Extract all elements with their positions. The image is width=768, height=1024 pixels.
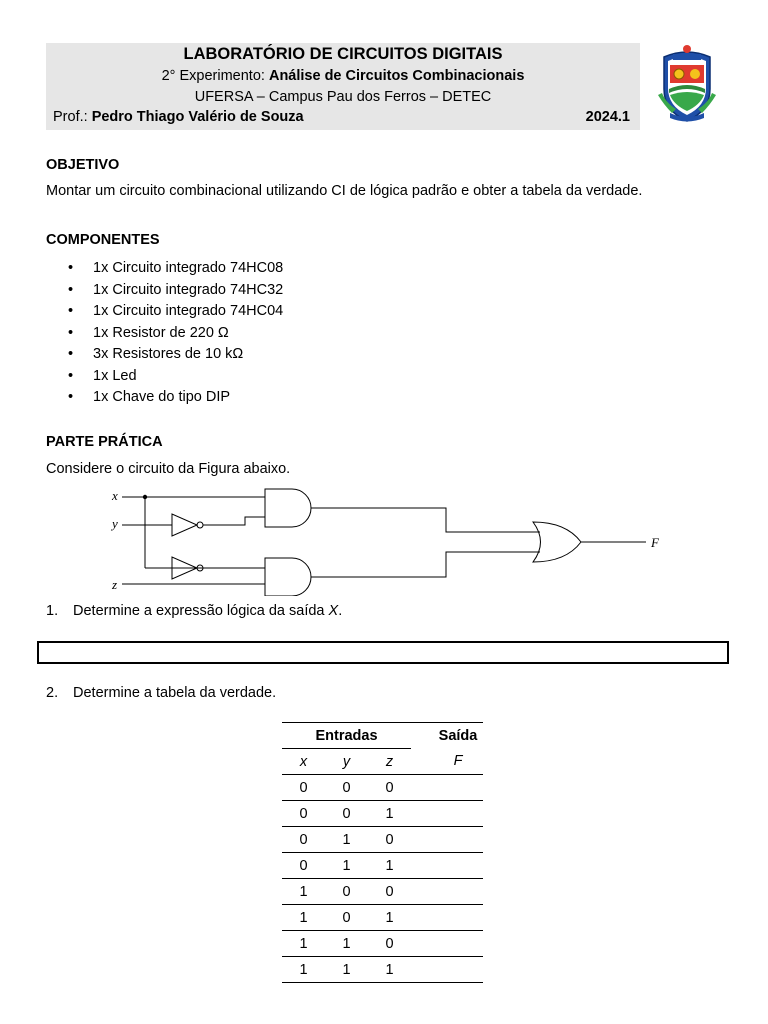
column-header-z: z — [385, 753, 394, 770]
input-label-x: x — [112, 488, 118, 503]
junction-dot — [143, 495, 147, 499]
ufersa-logo — [656, 43, 718, 123]
list-item: • 3x Resistores de 10 kΩ — [68, 344, 283, 366]
table-cell: 1 — [299, 961, 308, 978]
output-cell[interactable] — [433, 905, 483, 931]
list-item: • 1x Resistor de 220 Ω — [68, 323, 283, 345]
objetivo-heading: OBJETIVO — [46, 157, 120, 173]
output-cell[interactable] — [433, 853, 483, 879]
table-cell: 1 — [342, 831, 351, 848]
table-header-inputs: Entradas — [282, 723, 411, 749]
table-cell: 0 — [299, 805, 308, 822]
table-cell: 1 — [385, 805, 394, 822]
experiment-name: Análise de Circuitos Combinacionais — [268, 68, 525, 84]
table-cell: 1 — [385, 857, 394, 874]
experiment-prefix: 2° Experimento: — [161, 68, 269, 84]
question-text: Determine a tabela da verdade. — [73, 685, 277, 701]
table-cell: 1 — [385, 961, 394, 978]
table-cell: 1 — [342, 935, 351, 952]
table-row — [282, 827, 483, 853]
question-text-end: . — [338, 603, 343, 619]
table-row — [282, 905, 483, 931]
table-row — [282, 853, 483, 879]
table-cell: 0 — [299, 857, 308, 874]
document-header — [46, 43, 640, 130]
table-row — [282, 931, 483, 957]
wire-and1-to-or — [311, 508, 540, 532]
list-item: • 1x Circuito integrado 74HC08 — [68, 258, 283, 280]
prof-name: Pedro Thiago Valério de Souza — [91, 109, 304, 125]
input-label-y: y — [112, 516, 118, 531]
table-cell: 0 — [299, 779, 308, 796]
question-number: 1. — [46, 603, 59, 619]
table-cell: 0 — [342, 909, 351, 926]
table-row — [282, 801, 483, 827]
not-gate-y — [172, 514, 197, 536]
output-cell[interactable] — [433, 775, 483, 801]
column-header-x: x — [299, 753, 308, 770]
truth-table — [282, 722, 483, 983]
table-cell: 1 — [342, 857, 351, 874]
list-item: • 1x Led — [68, 366, 283, 388]
semester: 2024.1 — [585, 109, 630, 125]
output-cell[interactable] — [433, 957, 483, 983]
objetivo-text: Montar um circuito combinacional utilizando CI de lógica padrão e obter a tabela da verdade. — [46, 183, 643, 199]
column-header-f: F — [453, 753, 463, 770]
parte-pratica-heading: PARTE PRÁTICA — [46, 434, 163, 450]
table-header-output: Saída — [438, 727, 478, 744]
parte-pratica-intro: Considere o circuito da Figura abaixo. — [46, 461, 291, 477]
professor-line — [53, 109, 304, 125]
answer-box[interactable] — [37, 641, 729, 664]
components-list — [68, 258, 283, 409]
table-cell: 0 — [342, 805, 351, 822]
prof-prefix: Prof.: — [53, 109, 92, 125]
question-var: X — [328, 603, 339, 619]
logic-circuit-diagram — [100, 484, 680, 596]
output-cell[interactable] — [433, 801, 483, 827]
lab-title: LABORATÓRIO DE CIRCUITOS DIGITAIS — [183, 45, 503, 63]
experiment-line — [46, 68, 640, 84]
list-item: • 1x Chave do tipo DIP — [68, 387, 283, 409]
and-gate-1 — [265, 489, 311, 527]
table-row — [282, 775, 483, 801]
table-row — [282, 957, 483, 983]
table-cell: 0 — [385, 883, 394, 900]
table-cell: 0 — [342, 883, 351, 900]
output-cell[interactable] — [433, 931, 483, 957]
table-cell: 1 — [299, 935, 308, 952]
componentes-heading: COMPONENTES — [46, 232, 160, 248]
table-cell: 0 — [385, 935, 394, 952]
list-item: • 1x Circuito integrado 74HC04 — [68, 301, 283, 323]
wire-and2-to-or — [311, 552, 540, 577]
table-cell: 0 — [299, 831, 308, 848]
column-header-y: y — [342, 753, 351, 770]
question-1 — [46, 603, 342, 619]
output-cell[interactable] — [433, 827, 483, 853]
output-cell[interactable] — [433, 879, 483, 905]
question-number: 2. — [46, 685, 59, 701]
table-cell: 1 — [299, 883, 308, 900]
table-cell: 0 — [385, 779, 394, 796]
wire-not-y-to-and1 — [203, 517, 265, 525]
input-label-z: z — [112, 577, 118, 592]
or-gate — [533, 522, 581, 562]
question-2 — [46, 685, 276, 701]
output-label-f: F — [651, 535, 659, 550]
list-item: • 1x Circuito integrado 74HC32 — [68, 280, 283, 302]
table-cell: 1 — [299, 909, 308, 926]
table-cell: 1 — [342, 961, 351, 978]
table-cell: 0 — [342, 779, 351, 796]
table-cell: 0 — [385, 831, 394, 848]
table-cell: 1 — [385, 909, 394, 926]
university-line: UFERSA – Campus Pau dos Ferros – DETEC — [194, 89, 492, 105]
and-gate-2 — [265, 558, 311, 596]
table-row — [282, 879, 483, 905]
question-text: Determine a expressão lógica da saída — [73, 603, 329, 619]
